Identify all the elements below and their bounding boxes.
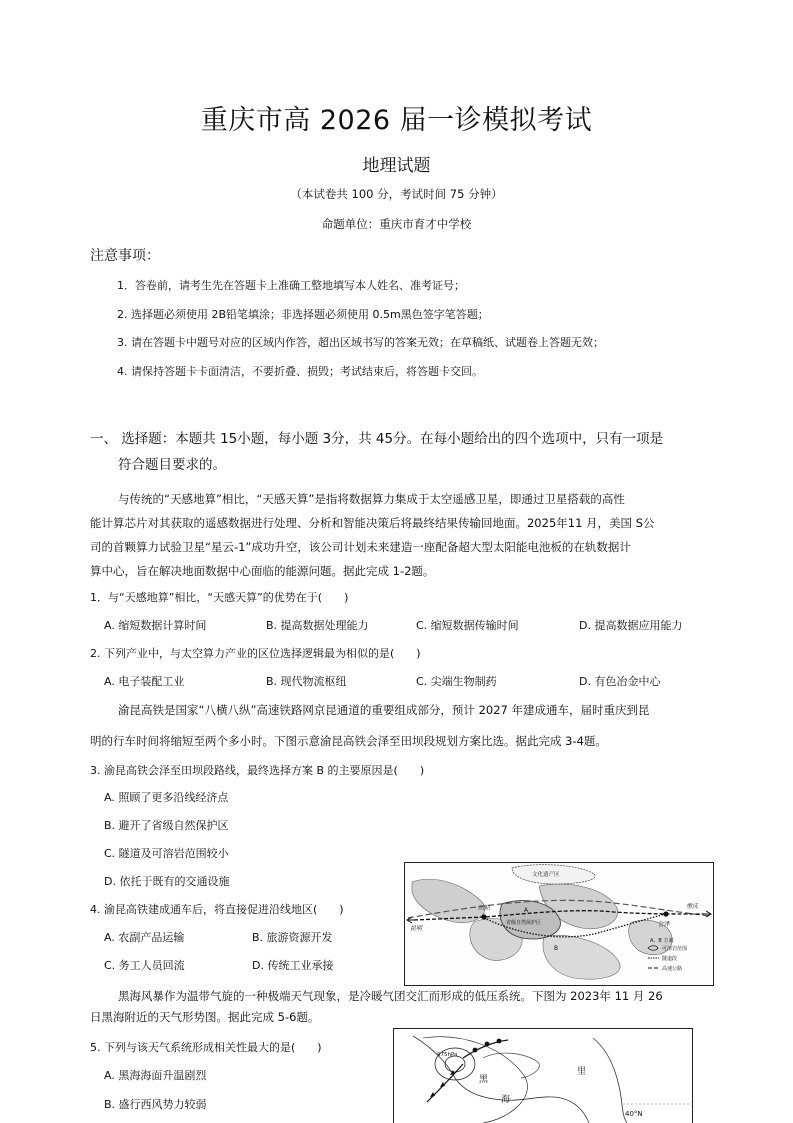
legend-tunnel: 隧道段 (662, 956, 678, 962)
passage-line: 黑海风暴作为温带气旋的一种极端天气现象，是冷暖气团交汇而形成的低压系统。下图为 2023年 11 月 26 (118, 989, 663, 1003)
question-stem: 2. 下列产业中，与太空算力产业的区位选择逻辑最为相似的是( ) (90, 647, 421, 660)
option-c: C. 隧道及可溶岩范围较小 (104, 847, 229, 860)
option-d: D. 依托于既有的交通设施 (104, 875, 230, 888)
page-subtitle: 地理试题 (362, 156, 431, 176)
tianba-station (481, 914, 486, 919)
notice-item: 3. 请在答题卡中题号对应的区域内作答，超出区域书写的答案无效；在草稿纸、试题卷上答题无效； (117, 336, 604, 349)
option-b: B. 旅游资源开发 (252, 931, 333, 944)
caspian-label: 里 (577, 1067, 587, 1077)
notice-item: 4. 请保持答题卡卡面清洁，不要折叠、损毁；考试结束后，将答题卡交回。 (117, 365, 483, 378)
route-b-label: B (554, 945, 559, 952)
option-a: A. 农副产品运输 (104, 931, 185, 944)
route-a-label: A (524, 907, 529, 914)
huize-label: 会泽 (658, 921, 671, 928)
legend-soluble-rock: 可溶岩范围 (662, 946, 688, 952)
option-c: C. 务工人员回流 (104, 959, 185, 972)
option-a: A. 照顾了更多沿线经济点 (104, 791, 229, 804)
author-line: 命题单位：重庆市育才中学校 (321, 217, 472, 231)
section-heading: 一、 选择题：本题共 15小题，每小题 3分，共 45分。在每小题给出的四个选项中，只有一项是 (90, 431, 664, 447)
weather-map (393, 1028, 693, 1123)
latitude-label: 40°N (625, 1110, 643, 1118)
option-c: C. 尖端生物制药 (416, 675, 497, 688)
notice-item: 2. 选择题必须使用 2B铅笔填涂；非选择题必须使用 0.5m黑色签字笔答题； (117, 308, 489, 321)
passage-line: 明的行车时间将缩短至两个多小时。下图示意渝昆高铁会泽至田坝段规划方案比选。据此完成 3-4题。 (90, 734, 607, 748)
option-a: A. 黑海海面升温剧烈 (104, 1069, 207, 1082)
option-d: D. 提高数据应用能力 (579, 619, 683, 632)
chongqing-label: 重庆 (686, 903, 699, 910)
passage-line: 与传统的“天感地算”相比，“天感天算”是指将数据算力集成于太空遥感卫星，即通过卫星搭载的高性 (118, 492, 625, 506)
question-stem: 5. 下列与该天气系统形成相关性最大的是( ) (90, 1041, 322, 1054)
option-d: D. 有色冶金中心 (579, 675, 661, 688)
option-b: B. 提高数据处理能力 (266, 619, 369, 632)
tianba-label: 田坝 (478, 905, 491, 912)
option-b: B. 盛行西风势力较弱 (104, 1098, 207, 1111)
question-stem: 1．与“天感地算”相比，“天感天算”的优势在于( ) (90, 591, 349, 604)
notice-heading: 注意事项： (90, 248, 160, 264)
notice-item: 1．答卷前，请考生先在答题卡上准确工整地填写本人姓名、准考证号； (117, 279, 465, 292)
kunming-label: 昆明 (410, 925, 423, 932)
heritage-label: 文化遗产区 (532, 872, 560, 878)
passage-line: 算中心，旨在解决地面数据中心面临的能源问题。据此完成 1-2题。 (90, 564, 435, 578)
route-map (404, 862, 714, 986)
option-b: B. 避开了省级自然保护区 (104, 819, 229, 832)
legend-routes: A、B 方案 (650, 938, 674, 944)
option-b: B. 现代物流枢纽 (266, 675, 347, 688)
huize-station (663, 911, 668, 916)
option-c: C. 缩短数据传输时间 (416, 619, 519, 632)
option-a: A. 电子装配工业 (104, 675, 185, 688)
sea-label-2: 海 (501, 1095, 511, 1105)
isobar-label: 975hPa (437, 1052, 458, 1058)
question-stem: 4. 渝昆高铁建成通车后，将直接促进沿线地区( ) (90, 903, 344, 916)
legend-highway: 高速公路 (662, 966, 683, 972)
passage-line: 司的首颗算力试验卫星“星云-1”成功升空，该公司计划未来建造一座配备超大型太阳能电池板的在轨数据计 (90, 540, 631, 554)
option-a: A. 缩短数据计算时间 (104, 619, 207, 632)
passage-line: 日黑海附近的天气形势图。据此完成 5-6题。 (90, 1010, 320, 1024)
passage-line: 渝昆高铁是国家“八横八纵”高速铁路网京昆通道的重要组成部分，预计 2027 年建成通车，届时重庆到昆 (118, 703, 650, 717)
question-stem: 3. 渝昆高铁会泽至田坝段路线，最终选择方案 B 的主要原因是( ) (90, 764, 425, 777)
page-title: 重庆市高 2026 届一诊模拟考试 (200, 105, 593, 136)
exam-info: （本试卷共 100 分，考试时间 75 分钟） (290, 187, 503, 201)
sea-label-1: 黑 (479, 1075, 489, 1085)
option-d: D. 传统工业承接 (252, 959, 334, 972)
passage-line: 能计算芯片对其获取的遥感数据进行处理、分析和智能决策后将最终结果传输回地面。2025年11 月，美国 S公 (90, 516, 655, 530)
section-heading-cont: 符合题目要求的。 (118, 457, 226, 473)
reserve-label: 省级自然保护区 (506, 920, 542, 926)
